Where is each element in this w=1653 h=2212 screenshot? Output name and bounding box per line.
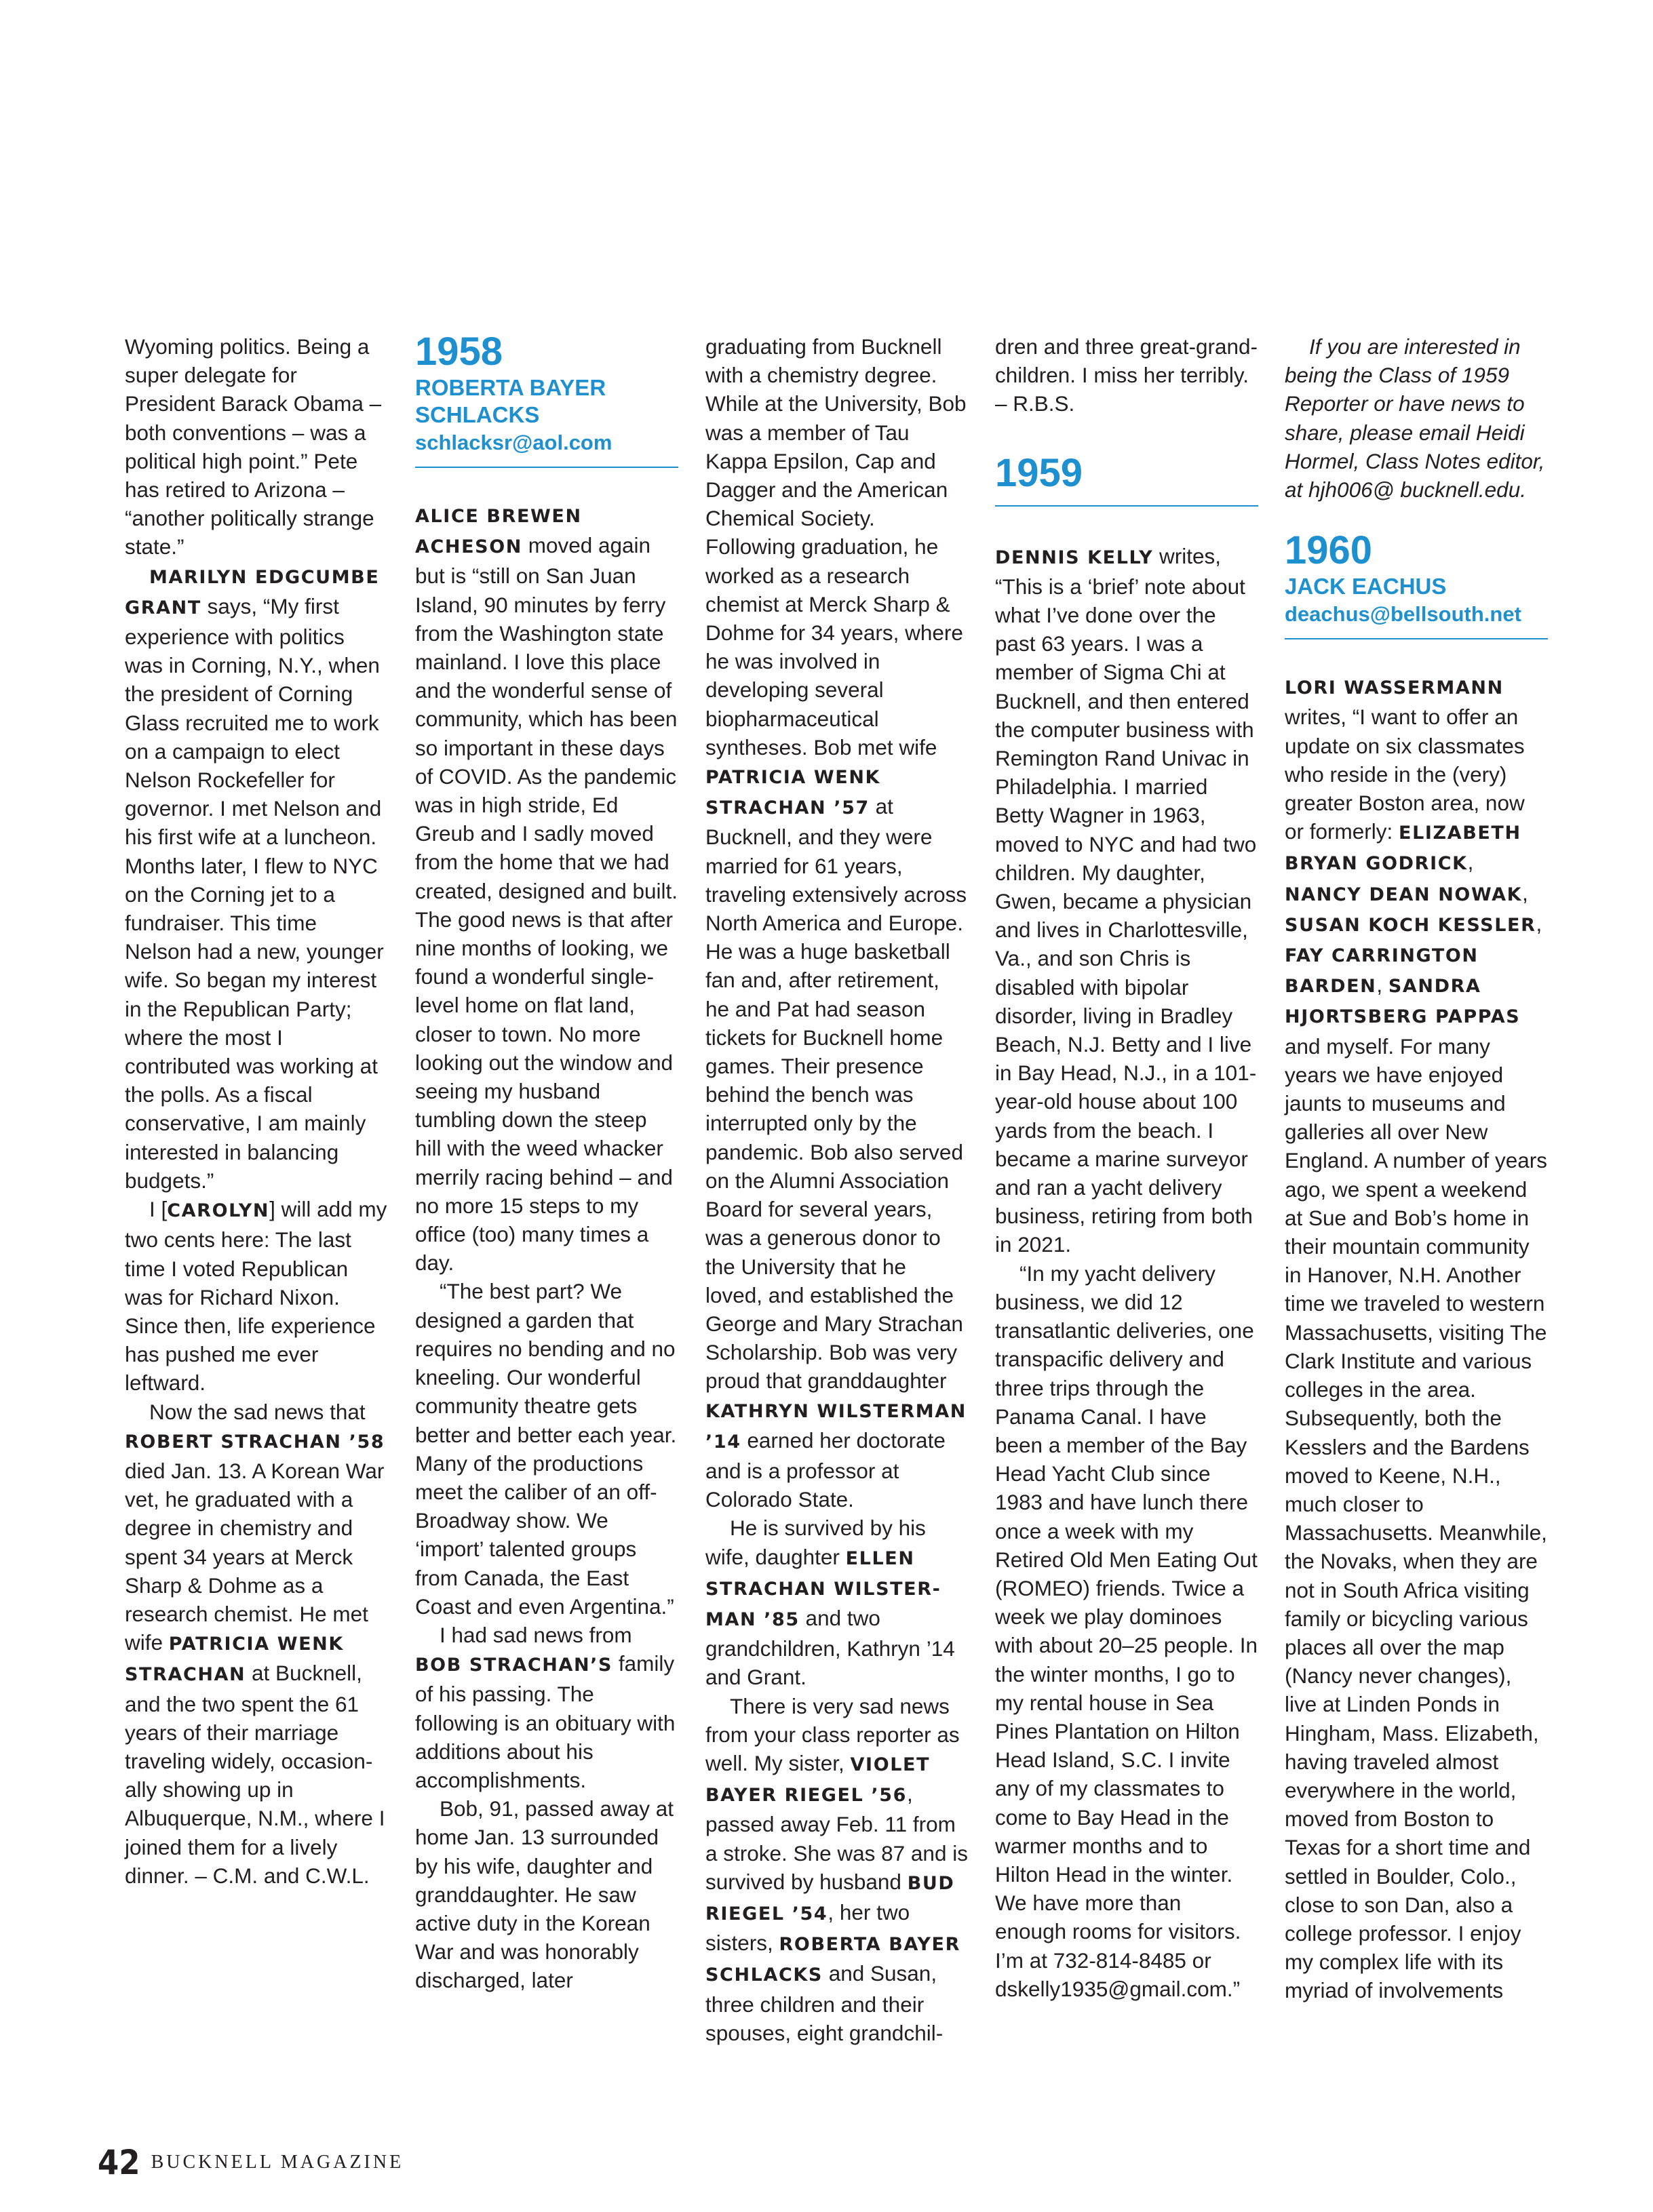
paragraph: Now the sad news that ROBERT STRACHAN ’58 died Jan. 13. A Korean War vet, he graduated with a degree in chemistry and spent 34 years at Merck Sharp & Dohme as a research chemist. He met wife PATRICIA WENK STRACHAN at Bucknell, and the two spent the 61 years of their marriage traveling widely, occasionally showing up in Albuquerque, N.M., where I joined them for a lively dinner. – C.M. and C.W.L. — [125, 1399, 385, 1888]
person-name: PATRICIA WENK STRACHAN — [125, 1634, 344, 1686]
paragraph: DENNIS KELLY writes, “This is a ‘brief’ note about what I’ve done over the past 63 years. I was a member of Sigma Chi at Bucknell, and then entered the computer business with Remington Rand Univac in Philadelphia. I married Betty Wagner in 1963, moved to NYC and had two children. My daughter, Gwen, became a physician and lives in Charlottesville, Va., and son Chris is disabled with bipolar disorder, living in Bradley Beach, N.J. Betty and I live in Bay Head, N.J., in a 101-year-old house about 100 yards from the beach. I became a marine surveyor and ran a yacht delivery business, retiring from both in 2021. — [995, 543, 1257, 1257]
class-header-1958 — [415, 332, 678, 468]
paragraph: There is very sad news from your class reporter as well. My sister, VIOLET BAYER RIEGEL ’56, passed away Feb. 11 from a stroke. She was 87 and is survived by husband BUD RIEGEL ’54, her two sisters, ROBERTA BAYER SCHLACKS and Susan, three children and their spouses, eight grandchil- — [705, 1693, 968, 2045]
column-3 — [705, 332, 969, 2047]
class-year: 1958 — [415, 330, 503, 374]
person-name: SUSAN KOCH KESSLER — [1285, 914, 1536, 936]
person-name: MARILYN EDGCUMBE GRANT — [125, 566, 380, 618]
paragraph: MARILYN EDGCUMBE GRANT says, “My first experience with politics was in Corning, N.Y., when the president of Corning Glass recruited me to work on a campaign to elect Nelson Rockefeller for governor. I met Nelson and his first wife at a luncheon. Months later, I flew to NYC on the Corning jet to a fundraiser. This time Nelson had a new, younger wife. So began my interest in the Republican Party; where the most I contributed was working at the polls. As a fiscal conservative, I am mainly interested in balancing budgets.” — [125, 566, 384, 1193]
person-name: DENNIS KELLY — [995, 547, 1154, 568]
class-header-1959 — [995, 450, 1258, 507]
column-4 — [995, 332, 1258, 2003]
paragraph: “The best part? We designed a garden that requires no bending and no kneeling. Our wonderful community theatre gets better and better each year. Many of the productions meet the caliber of an off-Broadway show. We ‘import’ talented groups from Canada, the East Coast and even Argentina.” — [415, 1279, 677, 1619]
class-notes-note: If you are interested in being the Class of 1959 Reporter or have news to share, please email Heidi Hormel, Class Notes editor, at hjh006@ bucknell.edu. — [1285, 334, 1545, 502]
paragraph: He is survived by his wife, daughter ELLEN STRACHAN WILSTERMAN ’85 and two grandchildren, Kathryn ’14 and Grant. — [705, 1516, 955, 1690]
person-name: VIOLET BAYER RIEGEL ’56 — [705, 1754, 931, 1806]
paragraph: ALICE BREWEN ACHESON moved again but is “still on San Juan Island, 90 minutes by ferry from the Washington state mainland. I love this place and the wonderful sense of community, which has been so important in these days of COVID. As the pandemic was in high stride, Ed Greub and I sadly moved from the home that we had created, designed and built. The good news is that after nine months of looking, we found a wonderful single-level home on flat land, closer to town. No more looking out the window and seeing my husband tumbling down the steep hill with the weed whacker merrily racing behind – and no more 15 steps to my office (too) many times a day. — [415, 506, 678, 1276]
class-year: 1959 — [995, 450, 1083, 495]
person-name: ELLEN STRACHAN WILSTERMAN ’85 — [705, 1547, 940, 1630]
person-name: ROBERTA BAYER SCHLACKS — [705, 1934, 960, 1986]
person-name: LORI WASSERMANN — [1285, 677, 1504, 699]
reporter-email[interactable]: schlacksr@aol.com — [415, 431, 612, 454]
person-name: ALICE BREWEN ACHESON — [415, 506, 582, 558]
person-name: KATHRYN WILSTERMAN ’14 — [705, 1400, 967, 1453]
paragraph: I had sad news from BOB STRACHAN’S family of his passing. The following is an obituary with additions about his accomplishments. — [415, 1622, 676, 1792]
paragraph: I [CAROLYN] will add my two cents here: The last time I voted Republican was for Richard Nixon. Since then, life experience has pushed me ever leftward. — [125, 1197, 387, 1396]
person-name: PATRICIA WENK STRACHAN ’57 — [705, 767, 881, 819]
person-name: SANDRA HJORTSBERG PAPPAS — [1285, 976, 1521, 1028]
person-name: BOB STRACHAN’S — [415, 1655, 613, 1676]
page-number: 42 — [98, 2143, 140, 2182]
person-name: BUD RIEGEL ’54 — [705, 1872, 955, 1924]
paragraph: Wyoming politics. Being a super delegate for President Barack Obama – both conventions – was a political high point.” Pete has retired to Arizona – “another politically strange state.” — [125, 334, 382, 559]
person-name: NANCY DEAN NOWAK — [1285, 884, 1523, 905]
reporter-email[interactable]: deachus@bellsouth.net — [1285, 602, 1521, 627]
person-name: ELIZABETH BRYAN GODRICK — [1285, 823, 1521, 875]
class-header-1960 — [1285, 528, 1548, 639]
person-name: CAROLYN — [167, 1200, 270, 1222]
paragraph: dren and three great-grandchildren. I miss her terribly. – R.B.S. — [995, 334, 1258, 416]
person-name: FAY CARRINGTON BARDEN — [1285, 945, 1479, 998]
paragraph: graduating from Bucknell with a chemistry degree. While at the University, Bob was a member of Tau Kappa Epsilon, Cap and Dagger and the American Chemical Society. Following graduation, he worked as a research chemist at Merck Sharp & Dohme for 34 years, where he was involved in developing several biopharmaceutical syntheses. Bob met wife PATRICIA WENK STRACHAN ’57 at Bucknell, and they were married for 61 years, traveling extensively across North America and Europe. He was a huge basketball fan and, after retirement, he and Pat had season tickets for Bucknell home games. Their presence behind the bench was interrupted only by the pandemic. Bob also served on the Alumni Association Board for several years, was a generous donor to the University that he loved, and established the George and Mary Strachan Scholarship. Bob was very proud that granddaughter KATHRYN WILSTERMAN ’14 earned her doctorate and is a professor at Colorado State. — [705, 334, 967, 1512]
paragraph: LORI WASSERMANN writes, “I want to offer an update on six classmates who reside in the (very) greater Boston area, now or formerly: ELIZABETH BRYAN GODRICK, NANCY DEAN NOWAK, SUSAN KOCH KESSLER, FAY CARRINGTON BARDEN, SANDRA HJORTSBERG PAPPAS and myself. For many years we have enjoyed jaunts to museums and galleries all over New England. A number of years ago, we spent a weekend at Sue and Bob’s home in their mountain community in Hanover, N.H. Another time we traveled to western Massachusetts, visiting The Clark Institute and various colleges in the area. Subsequently, both the Kesslers and the Bardens moved to Keene, N.H., much closer to Massachusetts. Meanwhile, the Novaks, when they are not in South Africa visiting family or bicycling various places all over the map (Nancy never changes), live at Linden Ponds in Hingham, Mass. Elizabeth, having traveled almost everywhere in the world, moved from Boston to Texas for a short time and settled in Boulder, Colo., close to son Dan, also a college professor. I enjoy my complex life with its myriad of involvements — [1285, 677, 1547, 2003]
page-footer — [98, 2143, 404, 2182]
class-reporter: JACK EACHUS — [1285, 574, 1447, 599]
person-name: ROBERT STRACHAN ’58 — [125, 1431, 385, 1453]
paragraph: Bob, 91, passed away at home Jan. 13 surrounded by his wife, daughter and granddaughter. He saw active duty in the Korean War and was honorably discharged, later — [415, 1796, 674, 1993]
paragraph: “In my yacht delivery business, we did 12 transatlantic deliveries, one transpacific delivery and three trips through the Panama Canal. I have been a member of the Bay Head Yacht Club since 1983 and have lunch there once a week with my Retired Old Men Eating Out (ROMEO) friends. Twice a week we play dominoes with about 20–25 people. In the winter months, I go to my rental house in Sea Pines Plantation on Hilton Head Island, S.C. I invite any of my classmates to come to Bay Head in the warmer months and to Hilton Head in the winter. We have more than enough rooms for visitors. I’m at 732-814-8485 or dskelly1935@gmail.com.” — [995, 1261, 1258, 2001]
class-reporter: ROBERTA BAYER SCHLACKS — [415, 375, 606, 427]
column-1 — [125, 332, 388, 1890]
column-2 — [415, 332, 678, 1995]
class-year: 1960 — [1285, 528, 1373, 573]
magazine-name: BUCKNELL MAGAZINE — [151, 2152, 404, 2173]
column-5 — [1285, 332, 1548, 2005]
